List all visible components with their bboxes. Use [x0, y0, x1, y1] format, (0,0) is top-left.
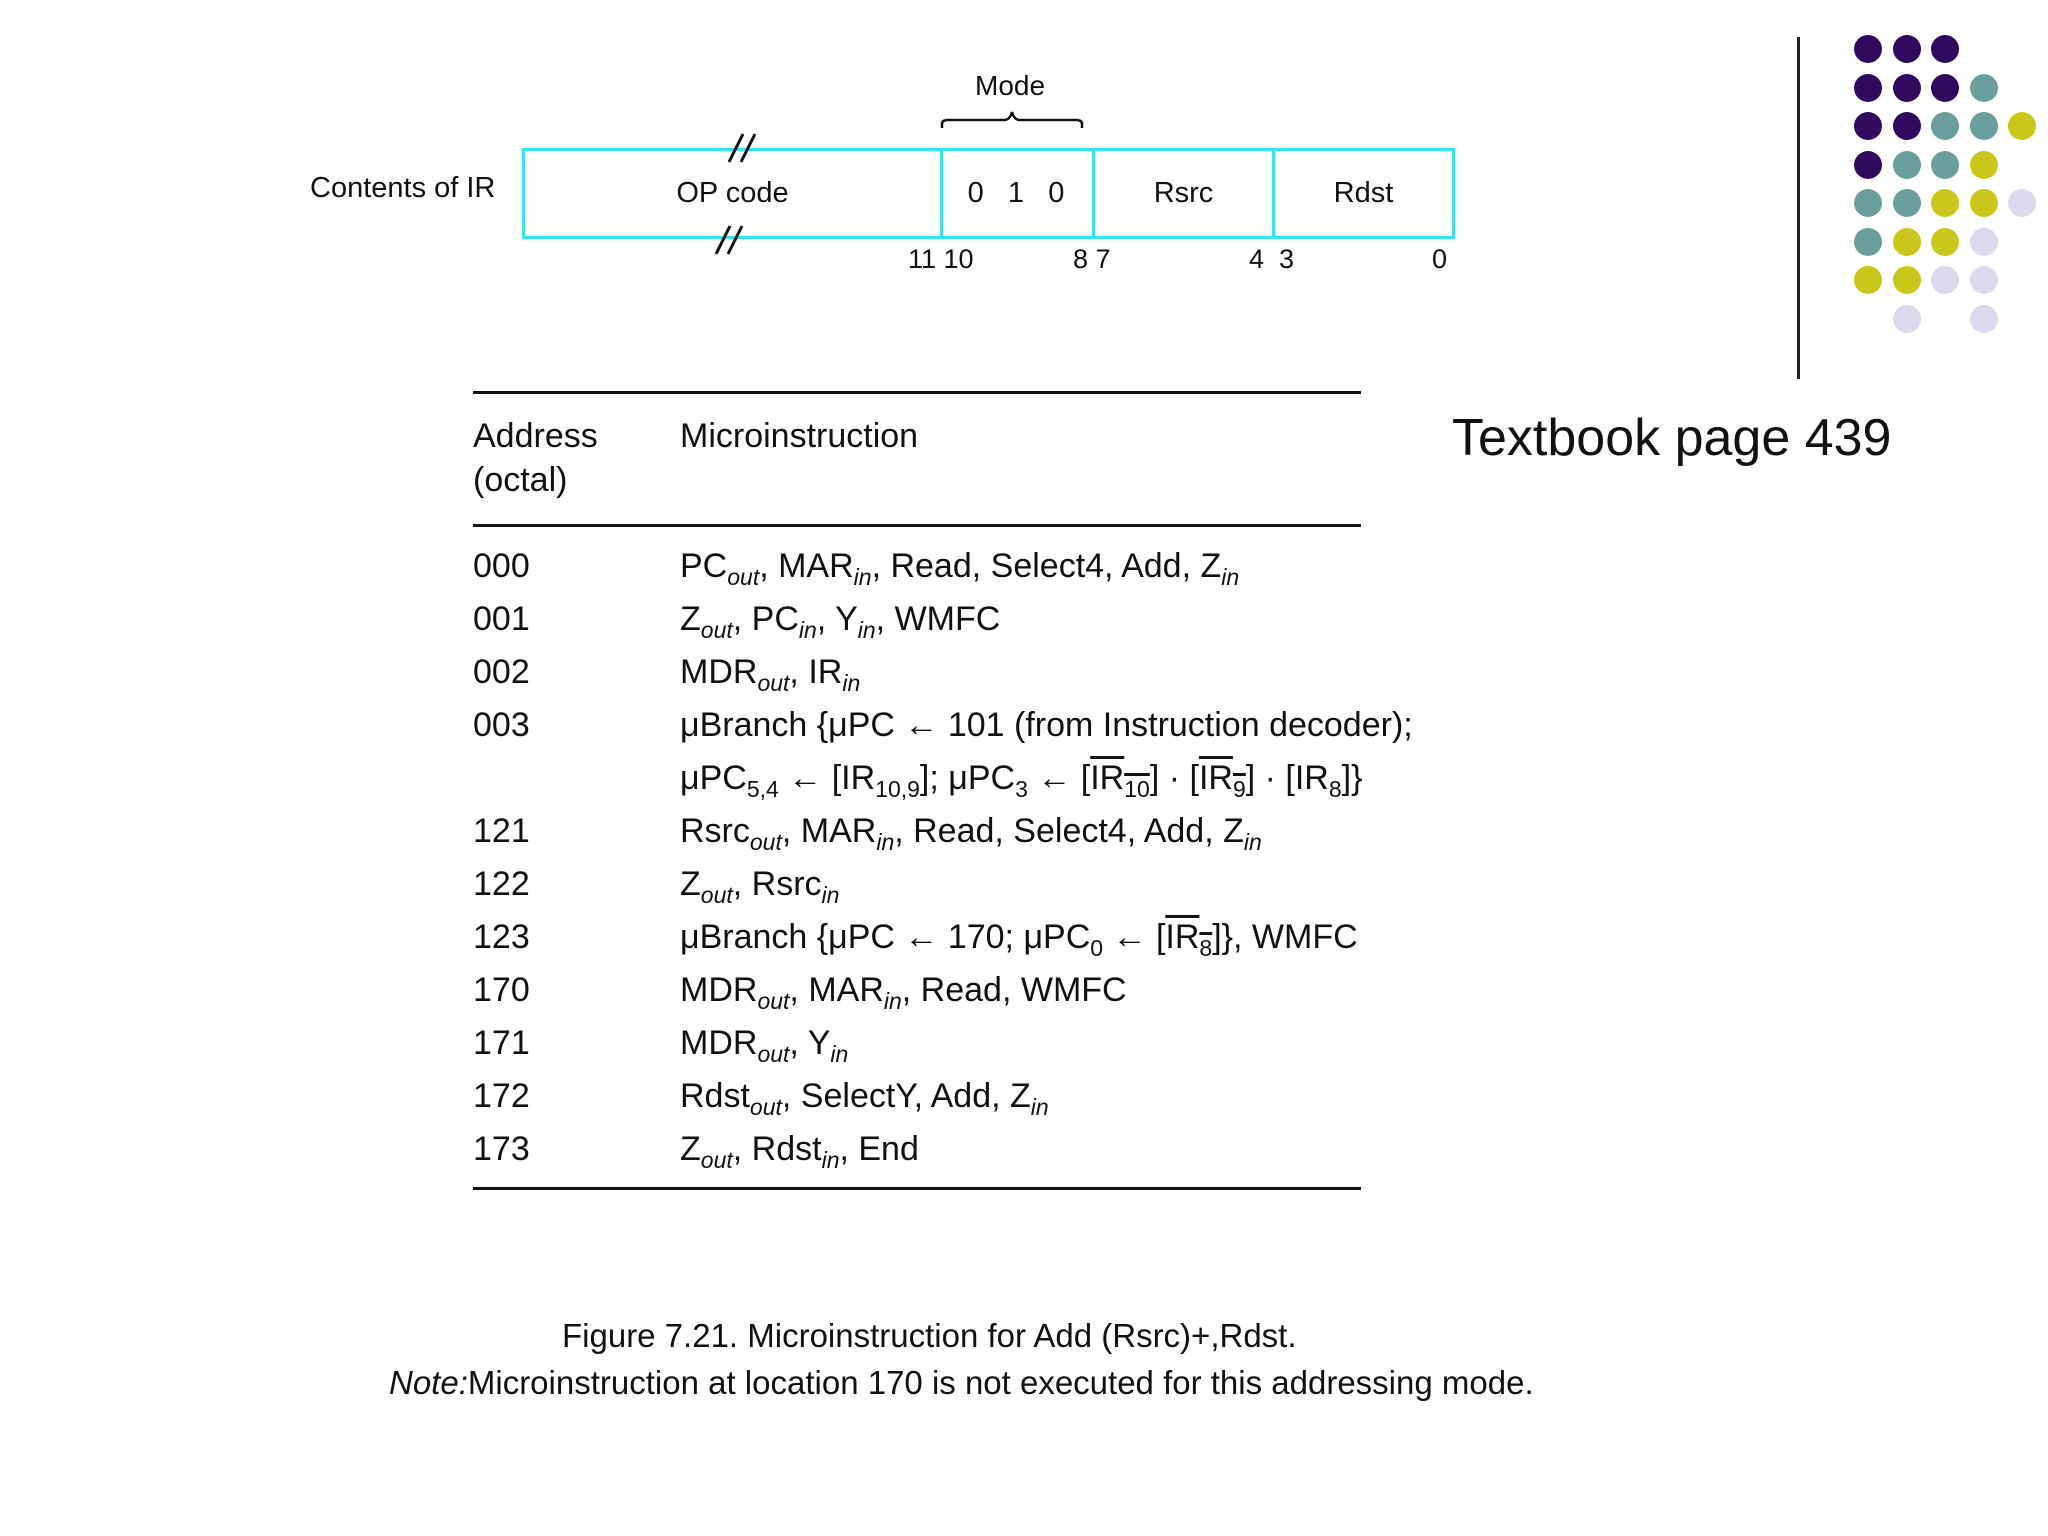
- ir-label: Contents of IR: [310, 172, 496, 204]
- bit-index-11-10: 11 10: [908, 244, 974, 274]
- header-address-line1: Address: [473, 417, 598, 455]
- row-microinstruction: $Z_{out}$, $PC_{in}$, $Y_{in}$, WMFC: [680, 600, 1001, 643]
- decorative-dot: [1931, 151, 1959, 179]
- row-microinstruction: $MDR_{out}$, $MAR_{in}$, Read, WMFC: [680, 971, 1127, 1014]
- row-address: 000: [473, 547, 530, 585]
- field-rsrc-label: Rsrc: [1153, 177, 1214, 209]
- bit-index-8-7: 8 7: [1073, 244, 1111, 274]
- row-address: 172: [473, 1077, 530, 1115]
- row-microinstruction: $Z_{out}$, Rsrc$_{in}$: [680, 865, 840, 908]
- decorative-dot: [1931, 74, 1959, 102]
- decorative-dot: [1970, 151, 1998, 179]
- decorative-dot: [1854, 74, 1882, 102]
- table-top-rule: [473, 391, 1361, 394]
- row-address: 171: [473, 1024, 530, 1062]
- row-microinstruction: μBranch {μPC ← 170; μPC$_0$ ← $[IR_8]$}, WMFC: [680, 918, 1358, 961]
- decorative-dot: [1970, 228, 1998, 256]
- row-microinstruction: $PC_{out}$, $MAR_{in}$, Read, Select4, Add, $Z_{in}$: [680, 547, 1240, 590]
- mode-label: Mode: [975, 70, 1046, 101]
- break-mark-top: [725, 130, 765, 166]
- decorative-dot: [1970, 189, 1998, 217]
- decorative-dot: [1970, 74, 1998, 102]
- decorative-dot: [1893, 151, 1921, 179]
- decorative-dot: [1931, 35, 1959, 63]
- row-microinstruction: Rdst$_{out}$, SelectY, Add, $Z_{in}$: [680, 1077, 1049, 1120]
- decorative-dot: [1970, 112, 1998, 140]
- bit-index-0: 0: [1432, 244, 1448, 274]
- decorative-dot: [1893, 74, 1921, 102]
- decorative-dot: [1893, 266, 1921, 294]
- field-rdst-label: Rdst: [1333, 177, 1394, 209]
- row-microinstruction: $Z_{out}$, Rdst$_{in}$, End: [680, 1130, 919, 1173]
- decorative-dot: [1931, 112, 1959, 140]
- table-bottom-rule: [473, 1187, 1361, 1190]
- bit-index-4-3: 4 3: [1249, 244, 1295, 274]
- row-microinstruction: $MDR_{out}$, $Y_{in}$: [680, 1024, 849, 1067]
- decorative-dot: [1970, 266, 1998, 294]
- decorative-dot: [1854, 35, 1882, 63]
- row-address: 170: [473, 971, 530, 1009]
- side-title: Textbook page 439: [1452, 409, 1892, 467]
- decorative-dot: [1931, 189, 1959, 217]
- row-address: 121: [473, 812, 530, 850]
- mode-brace: [940, 110, 1090, 132]
- decorative-dot: [2008, 112, 2036, 140]
- row-address: 003: [473, 706, 530, 744]
- decorative-dot: [1931, 266, 1959, 294]
- header-address: [473, 414, 598, 502]
- decorative-divider: [1797, 37, 1800, 379]
- row-address: 002: [473, 653, 530, 691]
- field-rdst: [1272, 148, 1455, 239]
- decorative-dot: [1893, 228, 1921, 256]
- table-header-rule: [473, 524, 1361, 527]
- decorative-dot: [1970, 305, 1998, 333]
- decorative-dot: [1893, 112, 1921, 140]
- header-address-line2: (octal): [473, 461, 568, 499]
- figure-note: [389, 1364, 1534, 1402]
- header-microinstruction: Microinstruction: [680, 417, 919, 455]
- row-address: 001: [473, 600, 530, 638]
- row-microinstruction: μPC$_{5,4}$ ← $[IR_{10,9}]$; μPC$_3$ ← $[IR_{10}] \cdot [IR_9] \cdot [IR_8]$}: [680, 759, 1363, 802]
- row-address: 122: [473, 865, 530, 903]
- decorative-dot: [1854, 151, 1882, 179]
- decorative-dot: [1854, 112, 1882, 140]
- field-opcode-label: OP code: [676, 177, 789, 209]
- decorative-dot: [2008, 189, 2036, 217]
- decorative-dot: [1854, 189, 1882, 217]
- decorative-dot: [1893, 189, 1921, 217]
- decorative-dot: [1893, 305, 1921, 333]
- field-mode-bits: 0 1 0: [967, 177, 1065, 209]
- field-rsrc: [1092, 148, 1275, 239]
- decorative-dot: [1893, 35, 1921, 63]
- decorative-dot: [1854, 228, 1882, 256]
- row-microinstruction: μBranch {μPC ← 101 (from Instruction decoder);: [680, 706, 1413, 744]
- field-mode: [940, 148, 1095, 239]
- row-address: 123: [473, 918, 530, 956]
- note-label: Note:: [389, 1364, 468, 1401]
- decorative-dot: [1854, 266, 1882, 294]
- decorative-dot: [1931, 228, 1959, 256]
- row-microinstruction: $MDR_{out}$, $IR_{in}$: [680, 653, 861, 696]
- row-address: 173: [473, 1130, 530, 1168]
- row-microinstruction: Rsrc$_{out}$, $MAR_{in}$, Read, Select4, Add, $Z_{in}$: [680, 812, 1262, 855]
- figure-caption: Figure 7.21. Microinstruction for Add (Rsrc)+,Rdst.: [562, 1317, 1297, 1354]
- note-text: Microinstruction at location 170 is not executed for this addressing mode.: [467, 1364, 1534, 1401]
- break-mark-bottom: [712, 222, 752, 258]
